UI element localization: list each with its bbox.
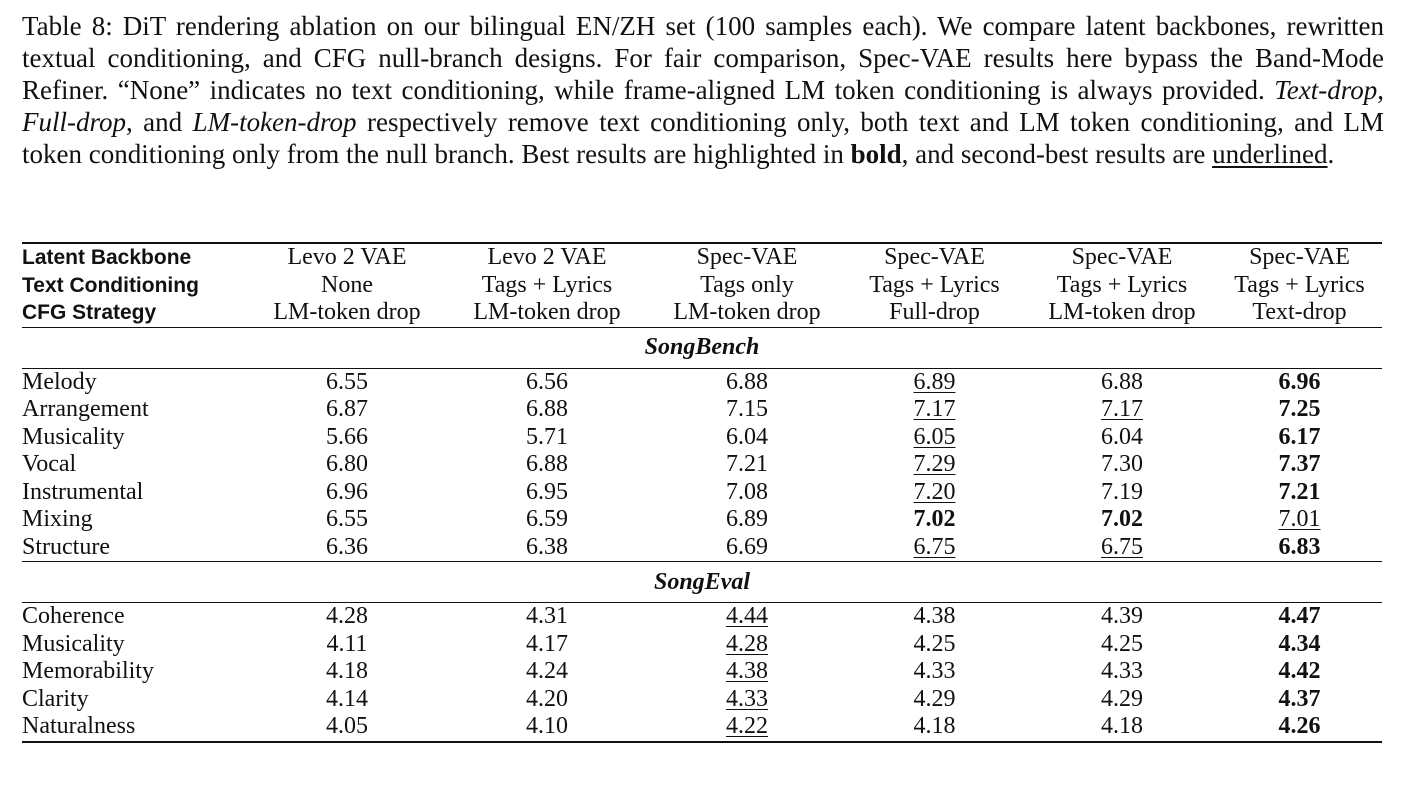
caption-bold-word: bold <box>850 139 902 169</box>
cell-value: 4.29 <box>1101 685 1143 712</box>
table-cell <box>252 686 442 714</box>
cell-value: 4.33 <box>1101 658 1143 685</box>
table-cell <box>652 479 842 507</box>
cell-value: 6.89 <box>726 506 768 533</box>
cell-value: 7.02 <box>1101 506 1143 533</box>
table-cell <box>1217 396 1382 424</box>
cell-value: 6.04 <box>1101 423 1143 450</box>
table-cell <box>442 713 652 742</box>
cell-value: 4.47 <box>1278 603 1321 630</box>
cell-value: 4.24 <box>526 658 568 685</box>
table-cell <box>442 658 652 686</box>
table-cell <box>1217 713 1382 742</box>
cell-value: 5.71 <box>526 423 568 450</box>
table-cell <box>442 368 652 396</box>
metric-label: Memorability <box>22 658 154 685</box>
caption-part-1: Table 8: DiT rendering ablation on our bilingual EN/ZH set (100 samples each). We compare latent backbones, rewritten textual conditioning, and CFG null-branch designs. For fair comparison, Spec-VAE results here bypass the Band-Mode Refiner. “None” indicates no text conditioning, while frame-aligned LM token conditioning is always provided. <box>22 11 1384 105</box>
caption-term-full-drop: Full-drop <box>22 107 126 137</box>
table-row <box>22 658 1382 686</box>
table-cell <box>652 424 842 452</box>
table-cell <box>1027 603 1217 631</box>
cell-value: 7.19 <box>1101 478 1143 505</box>
metric-label: Musicality <box>22 423 125 450</box>
header-column-3 <box>652 243 842 327</box>
table-row <box>22 451 1382 479</box>
cell-value: 4.25 <box>1101 630 1143 657</box>
table-cell <box>652 631 842 659</box>
section-header-row <box>22 562 1382 603</box>
table-row <box>22 479 1382 507</box>
cell-value: 6.96 <box>326 478 368 505</box>
cell-value: 4.17 <box>526 630 568 657</box>
table-cell <box>442 534 652 562</box>
column-cfg-strategy: LM-token drop <box>673 299 821 325</box>
cell-value: 7.30 <box>1101 451 1143 478</box>
table-row <box>22 368 1382 396</box>
cell-value: 6.55 <box>326 506 368 533</box>
table-cell <box>1027 631 1217 659</box>
column-text-conditioning: Tags only <box>700 271 794 298</box>
table-cell <box>842 603 1027 631</box>
table-cell <box>442 686 652 714</box>
cell-value: 4.38 <box>913 603 956 630</box>
table-cell <box>1217 686 1382 714</box>
cell-value: 6.38 <box>526 533 568 560</box>
section-title: SongEval <box>22 562 1382 603</box>
cell-value: 4.14 <box>326 685 368 712</box>
table-cell <box>842 631 1027 659</box>
cell-value: 6.89 <box>913 368 956 395</box>
table-cell <box>842 713 1027 742</box>
cell-value: 4.33 <box>726 685 768 712</box>
cell-value: 5.66 <box>326 423 368 450</box>
table-cell <box>1217 368 1382 396</box>
column-text-conditioning: Tags + Lyrics <box>869 271 1000 298</box>
table-row <box>22 396 1382 424</box>
cell-value: 4.18 <box>1101 713 1143 740</box>
cell-value: 6.69 <box>726 533 768 560</box>
cell-value: 4.29 <box>913 685 956 712</box>
caption-sep-2: , and <box>126 107 193 137</box>
cell-value: 6.87 <box>326 396 368 423</box>
header-row-labels <box>22 243 252 327</box>
caption-part-2: respectively remove text conditioning only, both text and LM token conditioning, and LM token conditioning only from the null branch. Best results are highlighted in <box>22 107 1385 169</box>
table-cell <box>442 396 652 424</box>
table-cell <box>442 479 652 507</box>
caption-underline-word: underlined <box>1212 139 1328 169</box>
table-row <box>22 686 1382 714</box>
table-cell <box>442 451 652 479</box>
header-column-4 <box>842 243 1027 327</box>
section-title: SongBench <box>22 327 1382 368</box>
cell-value: 4.11 <box>326 630 368 657</box>
table-cell <box>842 534 1027 562</box>
table-cell <box>1217 479 1382 507</box>
cell-value: 6.96 <box>1278 368 1321 395</box>
table-cell <box>252 631 442 659</box>
table-cell <box>1217 451 1382 479</box>
cell-value: 7.29 <box>913 451 956 478</box>
table-cell <box>1027 713 1217 742</box>
caption-part-3: , and second-best results are <box>901 139 1213 169</box>
table-cell <box>652 686 842 714</box>
table-cell <box>1027 658 1217 686</box>
header-label-backbone: Latent Backbone <box>22 246 192 269</box>
cell-value: 7.17 <box>1101 396 1143 423</box>
metric-label: Clarity <box>22 685 89 712</box>
table-cell <box>252 424 442 452</box>
cell-value: 6.95 <box>526 478 568 505</box>
metric-label: Arrangement <box>22 396 149 423</box>
column-text-conditioning: None <box>321 271 373 298</box>
header-column-5 <box>1027 243 1217 327</box>
caption-term-text-drop: Text-drop <box>1274 75 1378 105</box>
column-text-conditioning: Tags + Lyrics <box>1056 271 1188 298</box>
section-header-row <box>22 327 1382 368</box>
cell-value: 6.55 <box>326 368 368 395</box>
table-cell <box>652 451 842 479</box>
cell-value: 6.88 <box>1101 368 1143 395</box>
table-cell <box>1217 534 1382 562</box>
column-backbone: Spec-VAE <box>1071 244 1173 270</box>
cell-value: 4.22 <box>726 713 768 740</box>
table-cell <box>1027 479 1217 507</box>
cell-value: 7.01 <box>1278 506 1321 533</box>
caption-sep-1: , <box>1377 75 1384 105</box>
cell-value: 7.37 <box>1278 451 1321 478</box>
cell-value: 7.17 <box>913 396 956 423</box>
table-cell <box>1027 451 1217 479</box>
column-backbone: Spec-VAE <box>696 244 798 270</box>
table-row <box>22 713 1382 742</box>
metric-label: Musicality <box>22 630 125 657</box>
cell-value: 6.83 <box>1278 533 1321 560</box>
table-row <box>22 424 1382 452</box>
table-cell <box>1217 631 1382 659</box>
column-cfg-strategy: LM-token drop <box>473 299 621 325</box>
table-cell <box>1217 658 1382 686</box>
cell-value: 6.88 <box>526 451 568 478</box>
metric-label: Instrumental <box>22 478 144 505</box>
table-header-row <box>22 243 1382 327</box>
table-cell <box>1027 686 1217 714</box>
cell-value: 6.80 <box>326 451 368 478</box>
column-cfg-strategy: Text-drop <box>1252 299 1347 325</box>
table-row <box>22 534 1382 562</box>
table-cell <box>252 713 442 742</box>
cell-value: 4.39 <box>1101 603 1143 630</box>
column-text-conditioning: Tags + Lyrics <box>1234 271 1365 298</box>
cell-value: 4.05 <box>326 713 368 740</box>
metric-label: Mixing <box>22 506 93 533</box>
metric-label: Coherence <box>22 603 125 630</box>
table-cell <box>252 451 442 479</box>
cell-value: 7.20 <box>913 478 956 505</box>
column-backbone: Spec-VAE <box>884 244 985 270</box>
cell-value: 6.04 <box>726 423 768 450</box>
cell-value: 4.44 <box>726 603 768 630</box>
table-cell <box>442 424 652 452</box>
table-cell <box>842 396 1027 424</box>
cell-value: 6.36 <box>326 533 368 560</box>
cell-value: 4.28 <box>726 630 768 657</box>
table-cell <box>1027 424 1217 452</box>
table-cell <box>842 686 1027 714</box>
cell-value: 7.08 <box>726 478 768 505</box>
cell-value: 7.21 <box>726 451 768 478</box>
table-cell <box>252 534 442 562</box>
table-cell <box>252 603 442 631</box>
table-cell <box>652 368 842 396</box>
table-cell <box>652 534 842 562</box>
table-cell <box>1217 506 1382 534</box>
cell-value: 4.18 <box>326 658 368 685</box>
table-row <box>22 631 1382 659</box>
cell-value: 4.42 <box>1278 658 1321 685</box>
table-cell <box>842 479 1027 507</box>
table-cell <box>1027 506 1217 534</box>
table-cell <box>652 713 842 742</box>
cell-value: 6.59 <box>526 506 568 533</box>
table-cell <box>1027 368 1217 396</box>
cell-value: 6.88 <box>726 368 768 395</box>
cell-value: 6.17 <box>1278 423 1321 450</box>
metric-label: Vocal <box>22 451 77 478</box>
table-cell <box>842 424 1027 452</box>
cell-value: 4.34 <box>1278 630 1321 657</box>
table-cell <box>842 506 1027 534</box>
metric-label: Melody <box>22 368 97 395</box>
table-cell <box>442 603 652 631</box>
table-cell <box>652 396 842 424</box>
header-label-cfg-strategy: CFG Strategy <box>22 301 157 324</box>
cell-value: 4.33 <box>913 658 956 685</box>
table-cell <box>442 631 652 659</box>
column-cfg-strategy: Full-drop <box>889 299 980 325</box>
table-row <box>22 603 1382 631</box>
table-cell <box>652 603 842 631</box>
cell-value: 7.02 <box>913 506 956 533</box>
table-cell <box>252 479 442 507</box>
cell-value: 4.20 <box>526 685 568 712</box>
table-caption <box>22 10 1384 170</box>
cell-value: 7.21 <box>1278 478 1321 505</box>
column-backbone: Spec-VAE <box>1249 244 1350 270</box>
header-column-2 <box>442 243 652 327</box>
table-cell <box>252 506 442 534</box>
cell-value: 4.10 <box>526 713 568 740</box>
results-table <box>22 242 1382 743</box>
cell-value: 6.75 <box>1101 533 1143 560</box>
cell-value: 4.18 <box>913 713 956 740</box>
cell-value: 6.88 <box>526 396 568 423</box>
column-cfg-strategy: LM-token drop <box>273 299 421 325</box>
caption-part-4: . <box>1327 139 1335 169</box>
header-column-1 <box>252 243 442 327</box>
cell-value: 6.05 <box>913 423 956 450</box>
table-cell <box>652 506 842 534</box>
table-cell <box>252 658 442 686</box>
table-cell <box>252 396 442 424</box>
table-cell <box>1027 534 1217 562</box>
cell-value: 6.56 <box>526 368 568 395</box>
table-cell <box>842 658 1027 686</box>
table-cell <box>842 368 1027 396</box>
cell-value: 6.75 <box>913 533 956 560</box>
table-cell <box>252 368 442 396</box>
metric-label: Naturalness <box>22 713 252 742</box>
table-cell <box>652 658 842 686</box>
cell-value: 4.37 <box>1278 685 1321 712</box>
column-backbone: Levo 2 VAE <box>487 244 607 270</box>
cell-value: 4.26 <box>1278 713 1321 740</box>
table-cell <box>1217 603 1382 631</box>
table-cell <box>442 506 652 534</box>
cell-value: 4.25 <box>913 630 956 657</box>
cell-value: 7.15 <box>726 396 768 423</box>
cell-value: 4.28 <box>326 603 368 630</box>
results-table-body <box>22 327 1382 742</box>
header-column-6 <box>1217 243 1382 327</box>
table-row <box>22 506 1382 534</box>
cell-value: 7.25 <box>1278 396 1321 423</box>
column-cfg-strategy: LM-token drop <box>1048 299 1196 325</box>
cell-value: 4.31 <box>526 603 568 630</box>
column-text-conditioning: Tags + Lyrics <box>481 271 613 298</box>
table-cell <box>1027 396 1217 424</box>
table-cell <box>842 451 1027 479</box>
metric-label: Structure <box>22 533 110 560</box>
cell-value: 4.38 <box>726 658 768 685</box>
table-cell <box>1217 424 1382 452</box>
column-backbone: Levo 2 VAE <box>287 244 407 270</box>
caption-term-lm-token-drop: LM-token-drop <box>192 107 357 137</box>
header-label-text-conditioning: Text Conditioning <box>22 273 199 297</box>
